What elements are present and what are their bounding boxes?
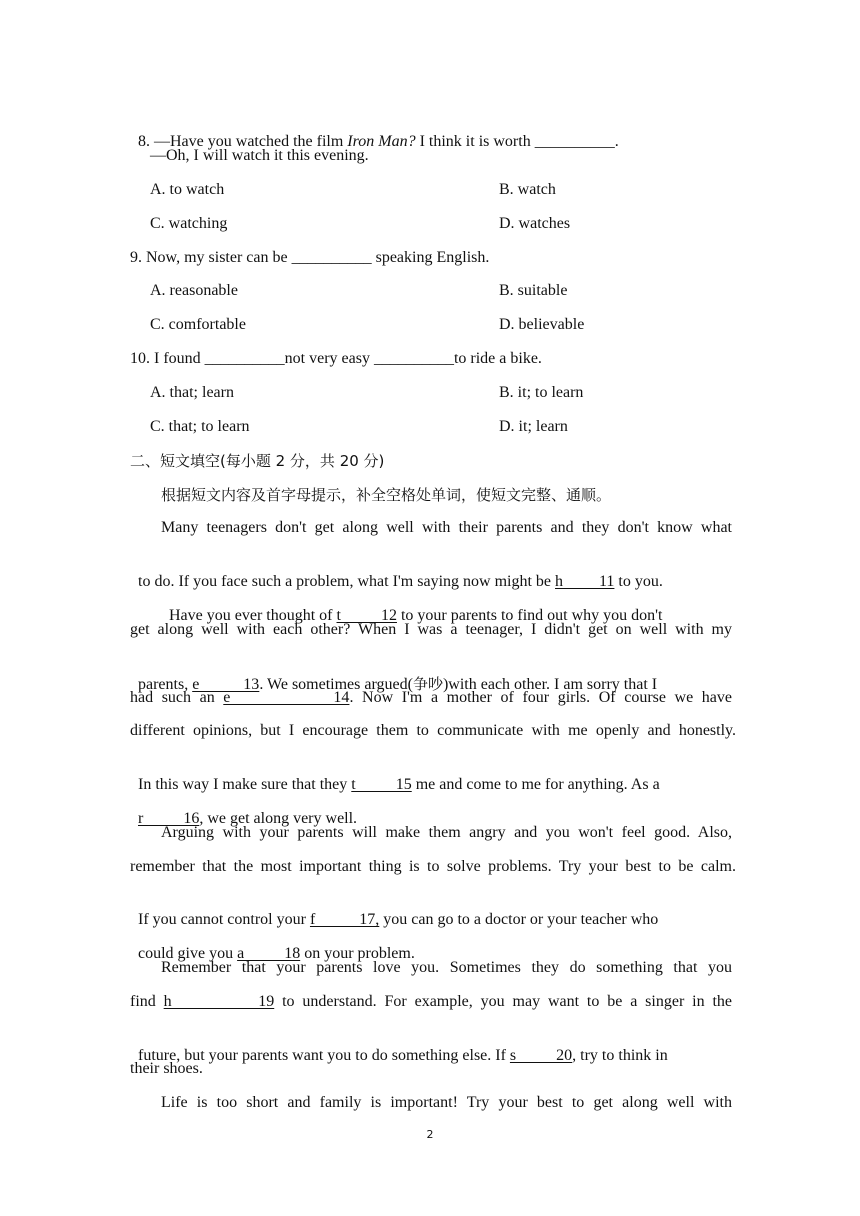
blank-17[interactable]: f 17, [309, 911, 380, 928]
question-10-stem: 10. I found __________not very easy __________to ride a bike. [130, 350, 542, 367]
question-number: 8. [138, 133, 150, 150]
option-c[interactable]: C. comfortable [150, 316, 246, 333]
passage-line: r 16, we get along very well. [138, 810, 358, 827]
option-a[interactable]: A. to watch [150, 181, 225, 198]
blank-20[interactable]: s 20 [509, 1047, 573, 1064]
option-b[interactable]: B. it; to learn [499, 384, 584, 401]
passage-line: Life is too short and family is important! Try your best to get along well with [161, 1094, 732, 1111]
passage-line: their shoes. [130, 1060, 203, 1077]
option-a[interactable]: A. reasonable [150, 282, 238, 299]
blank-15[interactable]: t 15 [351, 776, 412, 793]
blank-16[interactable]: r 16 [138, 810, 200, 827]
option-b[interactable]: B. suitable [499, 282, 568, 299]
passage-line: In this way I make sure that they t 15 me and come to me for anything. As a [138, 776, 660, 793]
blank-11[interactable]: h 11 [555, 573, 615, 590]
option-b[interactable]: B. watch [499, 181, 556, 198]
blank-12[interactable]: t 12 [336, 607, 397, 624]
option-d[interactable]: D. it; learn [499, 418, 568, 435]
question-9-stem: 9. Now, my sister can be __________ speaking English. [130, 249, 490, 266]
passage-line: had such an e 14. Now I'm a mother of four girls. Of course we have [130, 689, 732, 706]
passage-line: parents, e 13. We sometimes argued(争吵)with each other. I am sorry that I [138, 675, 658, 693]
passage-line: different opinions, but I encourage them to communicate with me openly and honestly. [130, 722, 736, 739]
passage-line: get along well with each other? When I was a teenager, I didn't get on well with my [130, 621, 732, 638]
passage-line: Arguing with your parents will make them angry and you won't feel good. Also, [161, 824, 732, 841]
option-c[interactable]: C. that; to learn [150, 418, 250, 435]
passage-line: Remember that your parents love you. Sometimes they do something that you [161, 959, 732, 976]
passage-line: Many teenagers don't get along well with their parents and they don't know what [161, 519, 732, 536]
passage-line: If you cannot control your f 17, you can go to a doctor or your teacher who [138, 911, 659, 928]
option-a[interactable]: A. that; learn [150, 384, 234, 401]
page-number: 2 [426, 1128, 434, 1141]
passage-line: find h 19 to understand. For example, you may want to be a singer in the [130, 993, 733, 1010]
question-8-reply: —Oh, I will watch it this evening. [150, 147, 369, 164]
passage-line: could give you a 18 on your problem. [138, 945, 415, 962]
blank-13[interactable]: e 13 [192, 676, 260, 693]
passage-line: remember that the most important thing is to solve problems. Try your best to be calm. [130, 858, 736, 875]
passage-line: future, but your parents want you to do something else. If s 20, try to think in [138, 1047, 668, 1064]
question-8-stem: 8. —Have you watched the film Iron Man? I think it is worth __________. [138, 133, 619, 150]
passage-line: Have you ever thought of t 12 to your parents to find out why you don't [169, 607, 663, 624]
option-d[interactable]: D. watches [499, 215, 571, 232]
section-instruction: 根据短文内容及首字母提示，补全空格处单词，使短文完整、通顺。 [161, 486, 612, 504]
option-d[interactable]: D. believable [499, 316, 585, 333]
section-heading: 二、短文填空(每小题 2 分，共 20 分) [130, 452, 385, 470]
blank-18[interactable]: a 18 [237, 945, 301, 962]
film-title: Iron Man? [347, 133, 416, 150]
blank-14[interactable]: e 14 [223, 689, 350, 706]
blank-19[interactable]: h 19 [163, 993, 275, 1010]
passage-line: to do. If you face such a problem, what I'm saying now might be h 11 to you. [138, 573, 663, 590]
option-c[interactable]: C. watching [150, 215, 228, 232]
